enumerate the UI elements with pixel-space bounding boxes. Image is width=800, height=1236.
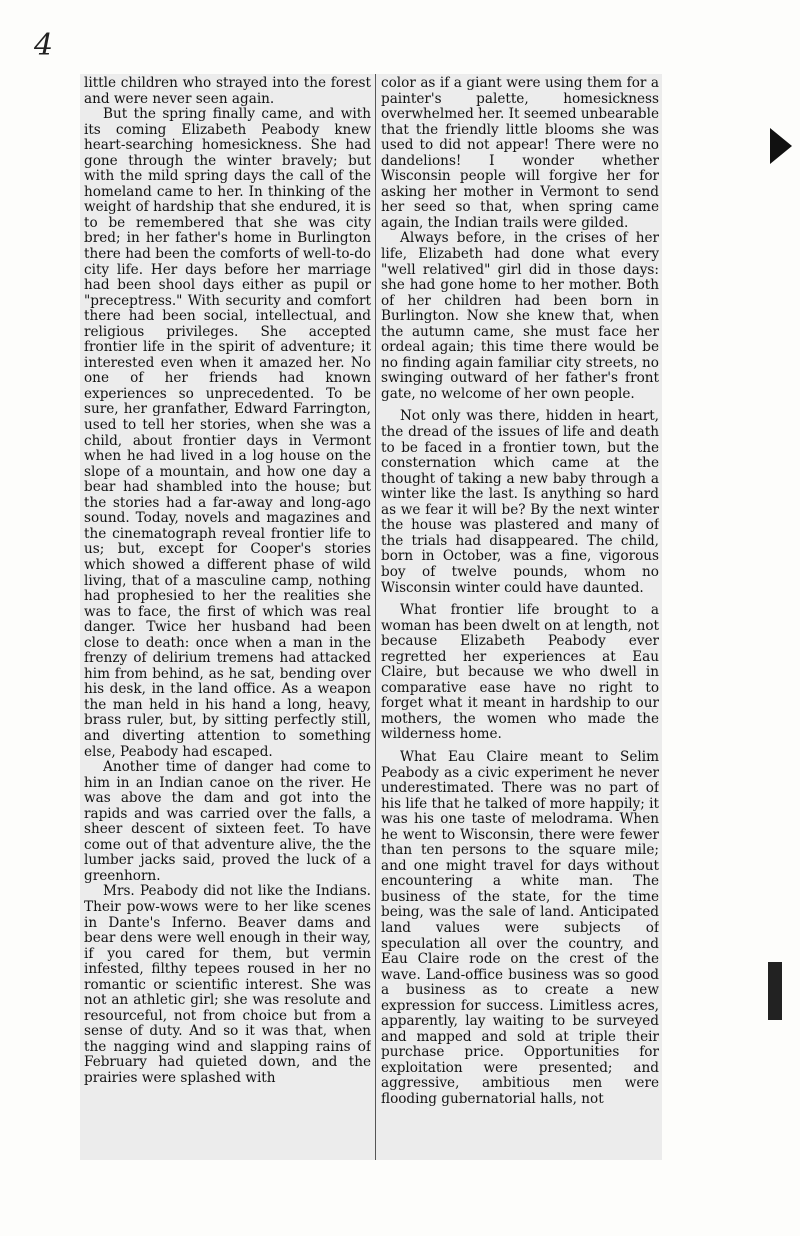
paragraph: What frontier life brought to a woman has been dwelt on at length, not because Elizabeth Peabody ever regretted her experiences at Eau Claire, but because we who dwell in comparative ease have no right to forget what it meant in hardship to our mothers, the women who made the wilderness home. xyxy=(381,602,659,743)
paragraph: Not only was there, hidden in heart, the dread of the issues of life and death to be faced in a frontier town, but the consternation which came at the thought of taking a new baby through a winter like the last. Is anything so hard as we fear it will be? By the next winter the house was plastered and many of the trials had disappeared. The child, born in October, was a fine, vigorous boy of twelve pounds, whom no Wisconsin winter could have daunted. xyxy=(381,408,659,596)
paragraph: But the spring finally came, and with its coming Elizabeth Peabody knew heart-searching homesickness. She had gone through the winter bravely; but with the mild spring days the call of the homeland came to her. In thinking of the weight of hardship that she endured, it is to be remembered that she was city bred; in her father's home in Burlington there had been the comforts of well-to-do city life. Her days before her marriage had been shool days either as pupil or "preceptress." With security and comfort there had been social, intellectual, and religious privileges. She accepted frontier life in the spirit of adventure; it interested even when it amazed her. No one of her friends had known experiences so unprecedented. To be sure, her granfather, Edward Farrington, used to tell her stories, when she was a child, about frontier days in Vermont when he had lived in a log house on the slope of a mountain, and how one day a bear had shambled into the house; but the stories had a far-away and long-ago sound. Today, novels and magazines and the cinematograph reveal frontier life to us; but, except for Cooper's stories which showed a different phase of wild living, that of a masculine camp, nothing had prophesied to her the realities she was to face, the first of which was real danger. Twice her husband had been close to death: once when a man in the frenzy of delirium tremens had attacked him from behind, as he sat, bending over his desk, in the land office. As a weapon the man held in his hand a long, heavy, brass ruler, but, by sitting perfectly still, and diverting attention to something else, Peabody had escaped. xyxy=(84,106,371,760)
paragraph: little children who strayed into the forest and were never seen again. xyxy=(84,76,371,107)
paragraph: Another time of danger had come to him in an Indian canoe on the river. He was above the dam and got into the rapids and was carried over the falls, a sheer descent of sixteen feet. To have come out of that adventure alive, the the lumber jacks said, proved the luck of a greenhorn. xyxy=(84,759,371,884)
paragraph: What Eau Claire meant to Selim Peabody as a civic experiment he never underestimated. There was no part of his life that he talked of more happily; it was his one taste of melodrama. When he went to Wisconsin, there were fewer than ten persons to the square mile; and one might travel for days without encountering a white man. The business of the state, for the time being, was the sale of land. Anticipated land values were subjects of speculation all over the country, and Eau Claire rode on the crest of the wave. Land-office business was so good a business as to create a new expression for success. Limitless acres, apparently, lay waiting to be surveyed and mapped and sold at triple their purchase price. Opportunities for exploitation were presented; and aggressive, ambitious men were flooding gubernatorial halls, not xyxy=(381,748,659,1107)
article-column-right xyxy=(381,76,659,1160)
article-column-left xyxy=(84,76,371,1160)
paragraph: Mrs. Peabody did not like the Indians. Their pow-wows were to her like scenes in Dante's Inferno. Beaver dams and bear dens were well enough in their way, if you cared for them, but vermin infested, filthy tepees roused in her no romantic or scientific interest. She was not an athletic girl; she was resolute and resourceful, not from choice but from a sense of duty. And so it was that, when the nagging wind and slapping rains of February had quieted down, and the prairies were splashed with xyxy=(84,883,371,1086)
column-divider xyxy=(375,74,376,1160)
paragraph: color as if a giant were using them for a painter's palette, homesickness overwhelmed her. It seemed unbearable that the friendly little blooms she was used to did not appear! There were no dandelions! I wonder whether Wisconsin people will forgive her for asking her mother in Vermont to send her seed so that, when spring came again, the Indian trails were gilded. xyxy=(381,76,659,231)
page-number: 4 xyxy=(34,28,54,63)
binding-tab-mark xyxy=(770,128,792,164)
paragraph: Always before, in the crises of her life, Elizabeth had done what every "well relatived" girl did in those days: she had gone home to her mother. Both of her children had been born in Burlington. Now she knew that, when the autumn came, she must face her ordeal again; this time there would be no finding again familiar city streets, no swinging outward of her father's front gate, no welcome of her own people. xyxy=(381,230,659,402)
binding-edge-mark xyxy=(768,962,782,1020)
